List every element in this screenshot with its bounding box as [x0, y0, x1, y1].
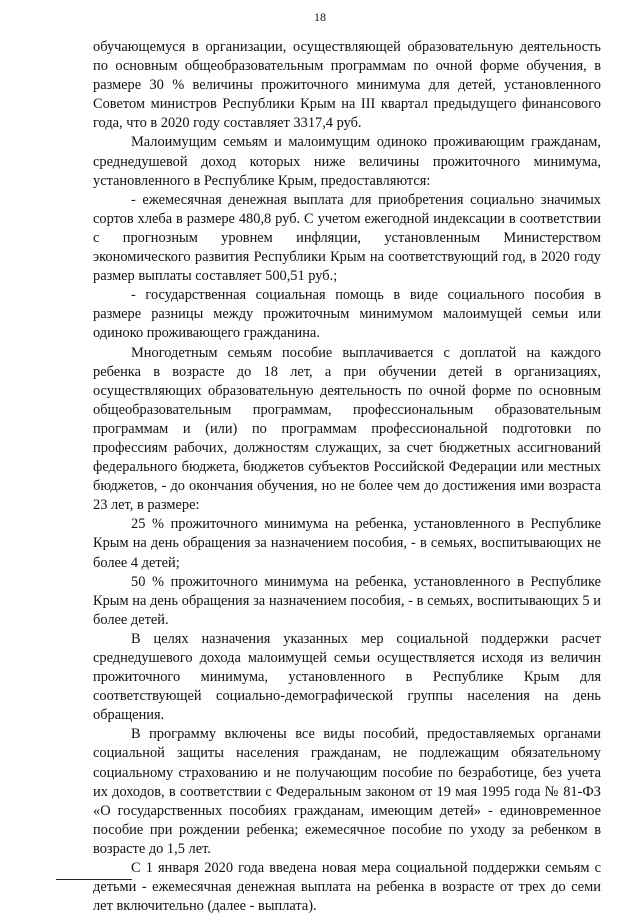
page-number: 18	[314, 10, 326, 24]
paragraph-program-benefits: В программу включены все виды пособий, предоставляемых органами социальной защиты населения гражданам, не подлежащим обязательному социальному страхованию и не получающим пособие по безработице, без учета их доходов, в соответствии с Федеральным законом от 19 мая 1995 года № 81-ФЗ «О государственных пособиях гражданам, имеющим детей» - единовременное пособие при рождении ребенка; ежемесячное пособие по уходу за ребенком в возрасте до 1,5 лет.	[93, 726, 601, 857]
paragraph-bread-payment: - ежемесячная денежная выплата для приобретения социально значимых сортов хлеба в размере 480,8 руб. С учетом ежегодной индексации в соответствии с прогнозным уровнем инфляции, установленным Министерством экономического развития Республики Крым на соответствующий год, в 2020 году размер выплаты составляет 500,51 руб.;	[93, 191, 601, 285]
paragraph-large-families: Многодетным семьям пособие выплачивается с доплатой на каждого ребенка в возрасте до 18 лет, а при обучении детей в организациях, осуществляющих образовательную деятельность по очной форме по основным общеобразовательным программам, профессиональным образовательным программам и (или) по программам профессиональной подготовки по профессиям рабочих, должностям служащих, за счет бюджетных ассигнований федерального бюджета, бюджетов субъектов Российской Федерации или местных бюджетов, - до окончания обучения, но не более чем до достижения ими возраста 23 лет, в размере:	[93, 344, 601, 514]
footnote-separator	[56, 879, 132, 880]
paragraph-rate-25: 25 % прожиточного минимума на ребенка, установленного в Республике Крым на день обращения за назначением пособия, - в семьях, воспитывающих не более 4 детей;	[93, 516, 601, 571]
paragraph-new-measure-2020: С 1 января 2020 года введена новая мера социальной поддержки семьям с детьми - ежемесячная денежная выплата на ребенка в возрасте от трех до семи лет включительно (далее - выплата).	[93, 860, 601, 915]
paragraph-continuation: обучающемуся в организации, осуществляющей образовательную деятельность по основным общеобразовательным программам по очной форме обучения, в размере 30 % величины прожиточного минимума для детей, установленного Советом министров Республики Крым на III квартал предыдущего финансового года, что в 2020 году составляет 3317,4 руб.	[93, 39, 601, 132]
paragraph-income-calculation: В целях назначения указанных мер социальной поддержки расчет среднедушевого дохода малоимущей семьи осуществляется исходя из величин прожиточного минимума, установленного в Республике Крым для соответствующей социально-демографической группы населения на день обращения.	[93, 630, 601, 724]
paragraph-rate-50: 50 % прожиточного минимума на ребенка, установленного в Республике Крым на день обращения за назначением пособия, - в семьях, воспитывающих 5 и более детей.	[93, 573, 601, 628]
paragraph-low-income-families: Малоимущим семьям и малоимущим одиноко проживающим гражданам, среднедушевой доход которых ниже величины прожиточного минимума, установленного в Республике Крым, предоставляются:	[93, 134, 601, 189]
document-body	[93, 38, 601, 916]
paragraph-social-assistance: - государственная социальная помощь в виде социального пособия в размере разницы между прожиточным минимумом малоимущей семьи или одиноко проживающего гражданина.	[93, 287, 601, 342]
